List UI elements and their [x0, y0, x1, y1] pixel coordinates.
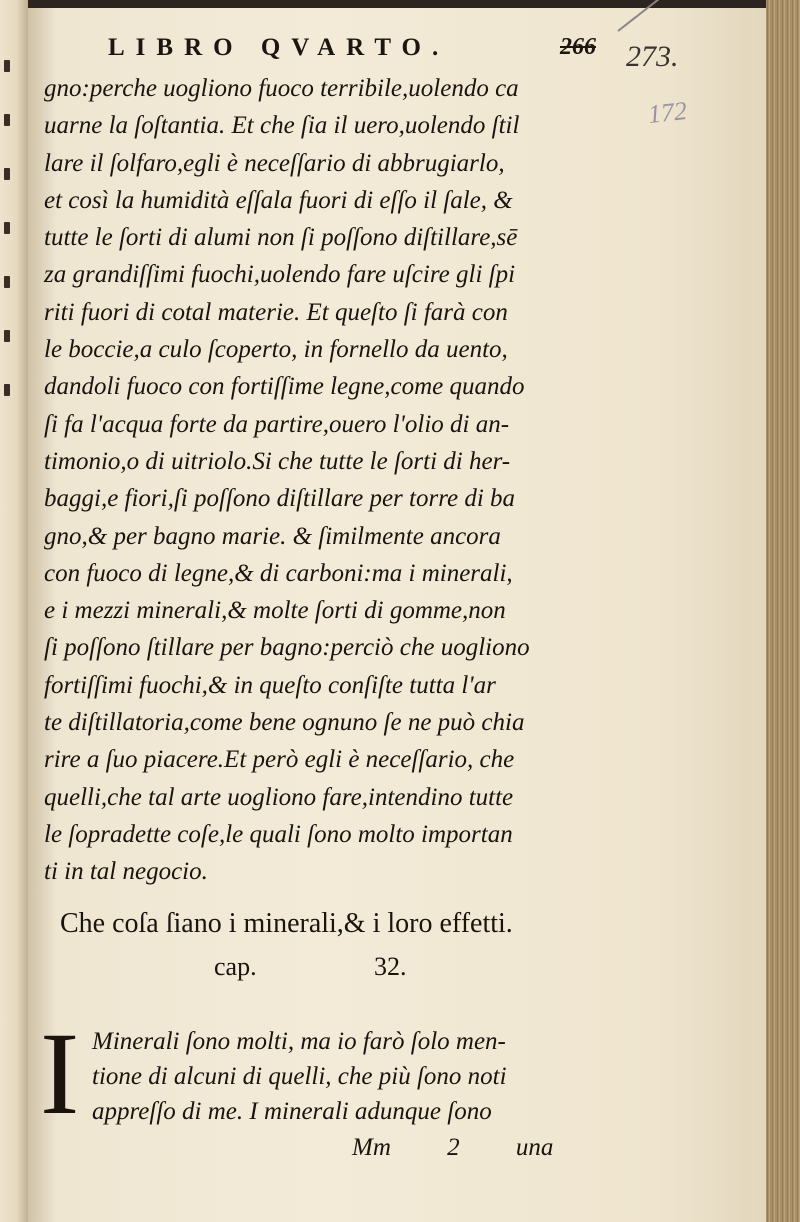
chapter-paragraph — [92, 1024, 622, 1129]
text-line: et così la humidità eſſala fuori di eſſo il ſale, & — [44, 186, 513, 214]
text-line: ſi poſſono ſtillare per bagno:perciò che uogliono — [44, 634, 530, 662]
text-line: timonio,o di uitriolo.Si che tutte le ſorti di her- — [44, 447, 511, 475]
text-line: appreſſo di me. I minerali adunque ſono — [92, 1098, 492, 1125]
text-line: con fuoco di legne,& di carboni:ma i minerali, — [44, 559, 513, 587]
text-line: riti fuori di cotal materie. Et queſto ſi farà con — [44, 298, 508, 326]
chapter-heading: Che coſa ſiano i minerali,& i loro effetti. — [60, 908, 513, 939]
binding-mark — [4, 384, 10, 396]
text-line: gno,& per bagno marie. & ſimilmente ancora — [44, 522, 501, 550]
chapter-number: 32. — [374, 952, 407, 981]
text-line: uarne la ſoſtantia. Et che ſia il uero,uolendo ſtil — [44, 112, 520, 140]
handwritten-folio: 273. — [626, 40, 679, 73]
text-line: ſi fa l'acqua forte da partire,ouero l'olio di an- — [44, 410, 510, 438]
binding-mark — [4, 330, 10, 342]
binding-mark — [4, 60, 10, 72]
page-footer — [352, 1134, 553, 1162]
text-line: lare il ſolfaro,egli è neceſſario di abbrugiarlo, — [44, 149, 505, 177]
binding-mark — [4, 168, 10, 180]
running-title: LIBRO QVARTO. — [108, 34, 450, 61]
text-line: le boccie,a culo ſcoperto, in fornello da uento, — [44, 336, 508, 364]
handwritten-note: 172 — [646, 96, 689, 129]
text-line: rire a ſuo piacere.Et però egli è neceſſario, che — [44, 746, 515, 774]
binding-strip — [0, 0, 28, 1222]
text-line: quelli,che tal arte uogliono fare,intendino tutte — [44, 783, 514, 811]
text-line: te diſtillatoria,come bene ognuno ſe ne può chia — [44, 709, 525, 737]
drop-cap: I — [40, 1008, 80, 1139]
text-line: baggi,e fiori,ſi poſſono diſtillare per torre di ba — [44, 485, 516, 513]
binding-mark — [4, 222, 10, 234]
text-line: gno:perche uogliono fuoco terribile,uolendo ca — [44, 75, 519, 102]
binding-marks — [0, 60, 14, 438]
text-line: e i mezzi minerali,& molte ſorti di gomme,non — [44, 597, 506, 625]
text-line: za grandiſſimi fuochi,uolendo fare uſcire gli ſpi — [44, 261, 516, 289]
top-shadow — [0, 0, 800, 8]
catchword: una — [515, 1134, 554, 1161]
text-line: tutte le ſorti di alumi non ſi poſſono diſtillare,sē — [44, 224, 518, 252]
printed-folio: 266 — [560, 34, 596, 60]
text-line: fortiſſimi fuochi,& in queſto conſiſte tutta l'ar — [44, 671, 496, 699]
text-line: Minerali ſono molti, ma io farò ſolo men- — [92, 1028, 506, 1055]
body-text — [44, 70, 624, 891]
text-line: ti in tal negocio. — [44, 858, 208, 886]
signature-mark: Mm — [352, 1134, 391, 1161]
signature-number: 2 — [447, 1134, 460, 1161]
page-edges — [766, 0, 800, 1222]
chapter-label: cap. — [214, 952, 257, 981]
text-line: dandoli fuoco con fortiſſime legne,come quando — [44, 373, 525, 401]
binding-mark — [4, 114, 10, 126]
text-line: le ſopradette coſe,le quali ſono molto importan — [44, 820, 513, 848]
binding-mark — [4, 276, 10, 288]
text-line: tione di alcuni di quelli, che più ſono noti — [92, 1063, 507, 1090]
